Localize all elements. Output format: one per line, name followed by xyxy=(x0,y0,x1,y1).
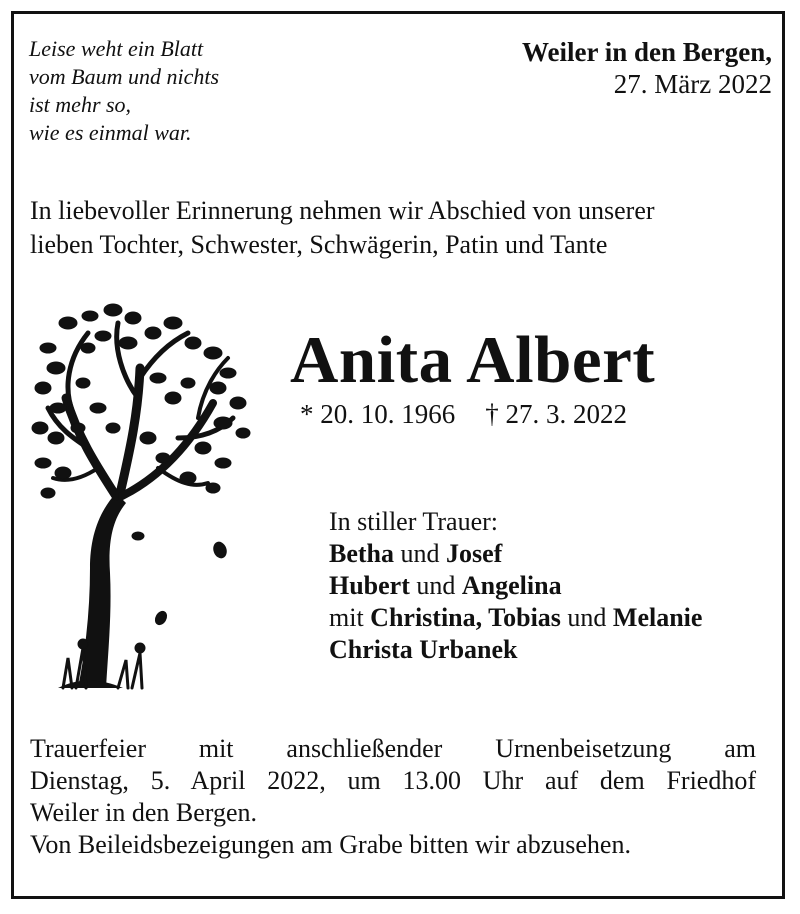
tree-with-falling-leaves-icon xyxy=(28,288,268,698)
mourner-name: Christina, Tobias xyxy=(370,603,561,632)
poem-line: Leise weht ein Blatt xyxy=(29,36,204,61)
mourners-list xyxy=(329,506,702,666)
place-city: Weiler in den Bergen, xyxy=(522,37,772,67)
mourner-name: Angelina xyxy=(461,571,562,600)
birth-date: * 20. 10. 1966 xyxy=(300,399,456,429)
mourner-row xyxy=(329,602,702,634)
funeral-details xyxy=(30,733,756,861)
mourner-conjunction: und xyxy=(409,571,462,600)
death-date: † 27. 3. 2022 xyxy=(485,399,627,429)
funeral-line: Trauerfeier mit anschließender Urnenbeisetzung am xyxy=(30,734,756,763)
deceased-name: Anita Albert xyxy=(290,323,656,397)
mourner-conjunction: und xyxy=(394,539,446,568)
mourner-row xyxy=(329,570,702,602)
mourners-heading: In stiller Trauer: xyxy=(329,507,498,536)
place-date-value: 27. März 2022 xyxy=(613,69,772,99)
mourner-prefix: mit xyxy=(329,603,371,632)
mourner-row xyxy=(329,538,702,570)
mourner-name: Hubert xyxy=(329,571,410,600)
place-date xyxy=(522,36,772,100)
poem xyxy=(29,35,219,147)
life-dates xyxy=(300,397,627,431)
intro-line: lieben Tochter, Schwester, Schwägerin, Patin und Tante xyxy=(30,230,608,259)
mourner-name: Josef xyxy=(446,539,503,568)
funeral-line: Dienstag, 5. April 2022, um 13.00 Uhr auf dem Friedhof xyxy=(30,766,756,795)
poem-line: wie es einmal war. xyxy=(29,120,192,145)
intro-line: In liebevoller Erinnerung nehmen wir Abschied von unserer xyxy=(30,196,655,225)
funeral-line: Von Beileidsbezeigungen am Grabe bitten wir abzusehen. xyxy=(30,830,631,859)
mourner-conjunction: und xyxy=(560,603,613,632)
intro-text xyxy=(30,194,750,262)
mourner-name: Melanie xyxy=(612,603,703,632)
poem-line: ist mehr so, xyxy=(29,92,132,117)
mourner-name: Betha xyxy=(329,539,394,568)
mourner-row: Christa Urbanek xyxy=(329,635,518,664)
poem-line: vom Baum und nichts xyxy=(29,64,220,89)
funeral-line: Weiler in den Bergen. xyxy=(30,798,258,827)
